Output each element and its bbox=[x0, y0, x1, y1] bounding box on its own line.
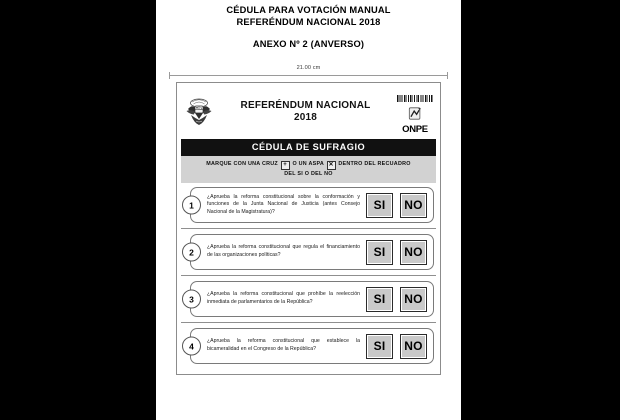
instruction-part3: DENTRO DEL RECUADRO bbox=[338, 160, 411, 167]
instruction-part4: DEL SI O DEL NO bbox=[284, 170, 333, 177]
document-title bbox=[156, 5, 461, 28]
document-title-line1: CÉDULA PARA VOTACIÓN MANUAL bbox=[226, 5, 391, 15]
question-1-text: ¿Aprueba la reforma constitucional sobre la conformación y funciones de la Junta Nacional de Justicia (antes Consejo Nacional de la Magistratura)? bbox=[207, 193, 360, 215]
dimension-bar bbox=[169, 75, 448, 76]
onpe-wordmark: ONPE bbox=[402, 124, 428, 135]
question-1-number: 1 bbox=[182, 196, 201, 215]
dimension-line bbox=[169, 72, 448, 78]
question-row bbox=[181, 234, 436, 276]
question-4-number: 4 bbox=[182, 337, 201, 356]
question-3-option-yes[interactable]: SI bbox=[366, 287, 393, 312]
ballot-year: 2018 bbox=[293, 111, 318, 123]
question-4-option-yes[interactable]: SI bbox=[366, 334, 393, 359]
question-2-text: ¿Aprueba la reforma constitucional que regula el financiamiento de las organizaciones políticas? bbox=[207, 244, 360, 258]
question-row bbox=[181, 187, 436, 229]
dimension-label: 21.00 cm bbox=[296, 65, 321, 71]
ballot-card bbox=[176, 82, 441, 375]
dimension-annotation bbox=[169, 65, 448, 78]
peru-coat-of-arms-icon bbox=[184, 96, 214, 128]
question-3-text: ¿Aprueba la reforma constitucional que prohíbe la reelección inmediata de parlamentarios de la República? bbox=[207, 291, 360, 305]
ballot-title bbox=[214, 100, 397, 124]
question-row bbox=[181, 328, 436, 369]
question-3-number: 3 bbox=[182, 290, 201, 309]
instruction-part1: MARQUE CON UNA CRUZ bbox=[206, 160, 278, 167]
question-1-option-no[interactable]: NO bbox=[400, 193, 427, 218]
question-2-number: 2 bbox=[182, 243, 201, 262]
dimension-tick-right bbox=[447, 72, 448, 79]
document-title-line2: REFERÉNDUM NACIONAL 2018 bbox=[236, 16, 381, 27]
ballot-title-text: REFERÉNDUM NACIONAL bbox=[240, 99, 371, 111]
ballot-instructions bbox=[181, 156, 436, 184]
question-4-options bbox=[366, 334, 427, 359]
question-4-option-no[interactable]: NO bbox=[400, 334, 427, 359]
dimension-tick-left bbox=[169, 72, 170, 79]
document-annex-label: ANEXO Nº 2 (ANVERSO) bbox=[252, 39, 365, 49]
question-list bbox=[181, 183, 436, 369]
question-3-box bbox=[190, 281, 434, 317]
question-1-options bbox=[366, 193, 427, 218]
question-2-option-yes[interactable]: SI bbox=[366, 240, 393, 265]
instruction-part2: O UN ASPA bbox=[292, 160, 324, 167]
document-page bbox=[156, 0, 461, 420]
question-2-options bbox=[366, 240, 427, 265]
barcode-icon bbox=[397, 95, 433, 102]
question-row bbox=[181, 281, 436, 323]
ballot-banner: CÉDULA DE SUFRAGIO bbox=[181, 139, 436, 156]
ballot-header bbox=[181, 87, 436, 139]
question-2-option-no[interactable]: NO bbox=[400, 240, 427, 265]
question-4-text: ¿Aprueba la reforma constitucional que establece la bicameralidad en el Congreso de la República? bbox=[207, 338, 360, 352]
x-symbol-icon: ✕ bbox=[328, 161, 334, 168]
question-1-box bbox=[190, 187, 434, 223]
cross-symbol-icon: + bbox=[281, 161, 290, 170]
onpe-block bbox=[397, 89, 433, 135]
question-3-option-no[interactable]: NO bbox=[400, 287, 427, 312]
question-4-box bbox=[190, 328, 434, 364]
onpe-symbol-icon bbox=[397, 107, 433, 120]
question-3-options bbox=[366, 287, 427, 312]
question-2-box bbox=[190, 234, 434, 270]
question-1-option-yes[interactable]: SI bbox=[366, 193, 393, 218]
